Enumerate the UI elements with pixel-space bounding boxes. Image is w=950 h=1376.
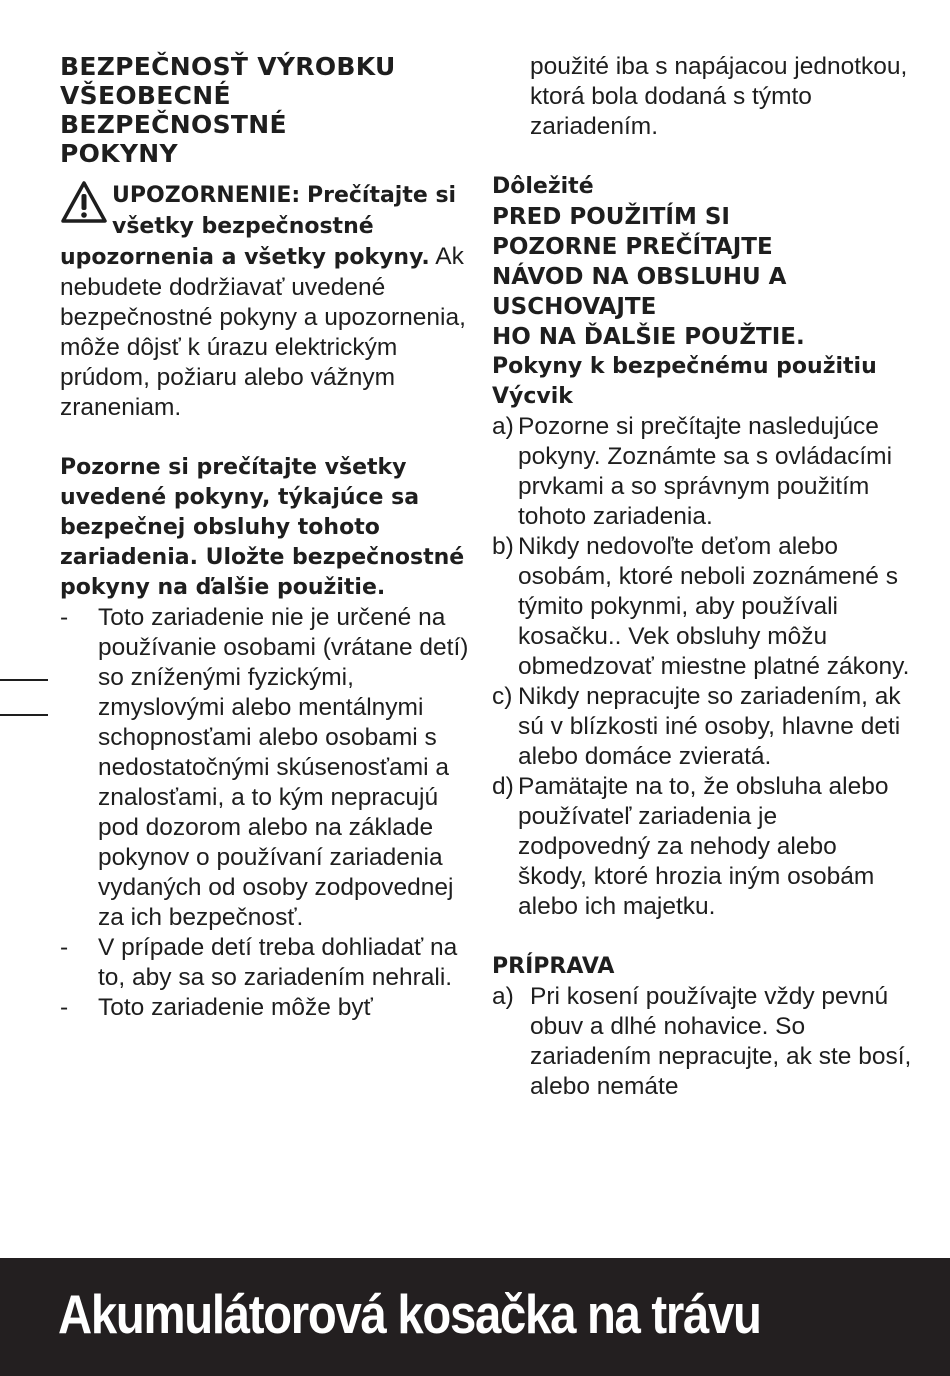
important-line: NÁVOD NA OBSLUHU A <box>492 264 787 290</box>
important-line: USCHOVAJTE <box>492 294 657 320</box>
list-item <box>492 412 912 532</box>
section-heading-line: VŠEOBECNÉ <box>60 81 231 110</box>
important-line: POZORNE PREČÍTAJTE <box>492 234 773 260</box>
instructions-notice: Pozorne si prečítajte všetky uvedené pokyny, týkajúce sa bezpečnej obsluhy tohoto zariadenia. Uložte bezpečnostné pokyny na ďalšie použitie. <box>60 455 465 600</box>
list-item-text: Toto zariadenie nie je určené na používanie osobami (vrátane detí) so zníženými fyzickými, zmyslovými alebo mentálnymi schopnosťami alebo osobami s nedostatočnými skúsenosťami a znalosťami, a to kým nepracujú pod dozorom alebo na základe pokynov o používaní zariadenia vydaných od osoby zodpovednej za ich bezpečnosť. <box>98 604 469 931</box>
list-marker: - <box>60 604 69 631</box>
section-heading <box>60 52 470 168</box>
list-marker: - <box>60 994 69 1021</box>
warning-triangle-icon <box>60 180 108 224</box>
important-notice <box>492 202 912 352</box>
important-line: HO NA ĎALŠIE POUŽTIE. <box>492 324 805 350</box>
safe-use-heading: Pokyny k bezpečnému použitiu <box>492 354 877 379</box>
list-item <box>60 993 470 1023</box>
list-item-text: Pozorne si prečítajte nasledujúce pokyny. Zoznámte sa s ovládacími prvkami a so správnym použitím tohoto zariadenia. <box>518 413 893 530</box>
warning-block <box>60 180 470 423</box>
product-title: Akumulátorová kosačka na trávu <box>58 1283 761 1345</box>
left-column <box>60 52 470 1023</box>
list-item-text: Toto zariadenie môže byť <box>98 994 373 1021</box>
list-item-text: V prípade detí treba dohliadať na to, aby sa so zariadením nehrali. <box>98 934 458 991</box>
important-line: PRED POUŽITÍM SI <box>492 204 730 230</box>
list-item <box>60 603 470 933</box>
warning-text: Ak nebudete dodržiavať uvedené bezpečnostné pokyny a upozornenia, môže dôjsť k úrazu elektrickým prúdom, požiaru alebo vážnym zraneniam. <box>60 243 466 421</box>
list-item-text: Pri kosení používajte vždy pevnú obuv a dlhé nohavice. So zariadením nepracujte, ak ste bosí, alebo nemáte <box>530 983 912 1100</box>
margin-mark-bottom <box>0 714 48 716</box>
list-item-text: Nikdy nedovoľte deťom alebo osobám, ktoré neboli zoznámené s týmito pokynmi, aby používali kosačku.. Vek obsluhy môžu obmedzovať miestne platné zákony. <box>518 533 910 680</box>
list-item <box>60 933 470 993</box>
important-label: Dôležité <box>492 174 594 199</box>
warning-label: UPOZORNENIE: <box>112 183 301 208</box>
footer-band <box>0 1258 950 1376</box>
list-item <box>492 772 912 922</box>
margin-mark-top <box>0 679 48 681</box>
right-column <box>492 52 912 1102</box>
list-marker: d) <box>492 773 514 800</box>
section-heading-line: BEZPEČNOSTNÉ <box>60 110 287 139</box>
list-marker: a) <box>492 983 514 1010</box>
list-item-text: Nikdy nepracujte so zariadením, ak sú v blízkosti iné osoby, hlavne deti alebo domáce zvieratá. <box>518 683 901 770</box>
list-item <box>492 982 912 1102</box>
list-item <box>492 682 912 772</box>
list-item <box>492 532 912 682</box>
training-heading: Výcvik <box>492 384 573 409</box>
list-marker: b) <box>492 533 514 560</box>
list-marker: a) <box>492 413 514 440</box>
continued-text: použité iba s napájacou jednotkou, ktorá bola dodaná s týmto zariadením. <box>530 53 908 140</box>
list-item-text: Pamätajte na to, že obsluha alebo používateľ zariadenia je zodpovedný za nehody alebo škody, ktoré hrozia iným osobám alebo ich majetku. <box>518 773 889 920</box>
warning-bold-text: Prečítajte si všetky bezpečnostné upozornenia a všetky pokyny. <box>60 183 457 270</box>
preparation-heading: PRÍPRAVA <box>492 954 615 979</box>
section-heading-line: BEZPEČNOSŤ VÝROBKU <box>60 52 396 81</box>
list-marker: - <box>60 934 69 961</box>
list-marker: c) <box>492 683 513 710</box>
section-heading-line: POKYNY <box>60 139 178 168</box>
